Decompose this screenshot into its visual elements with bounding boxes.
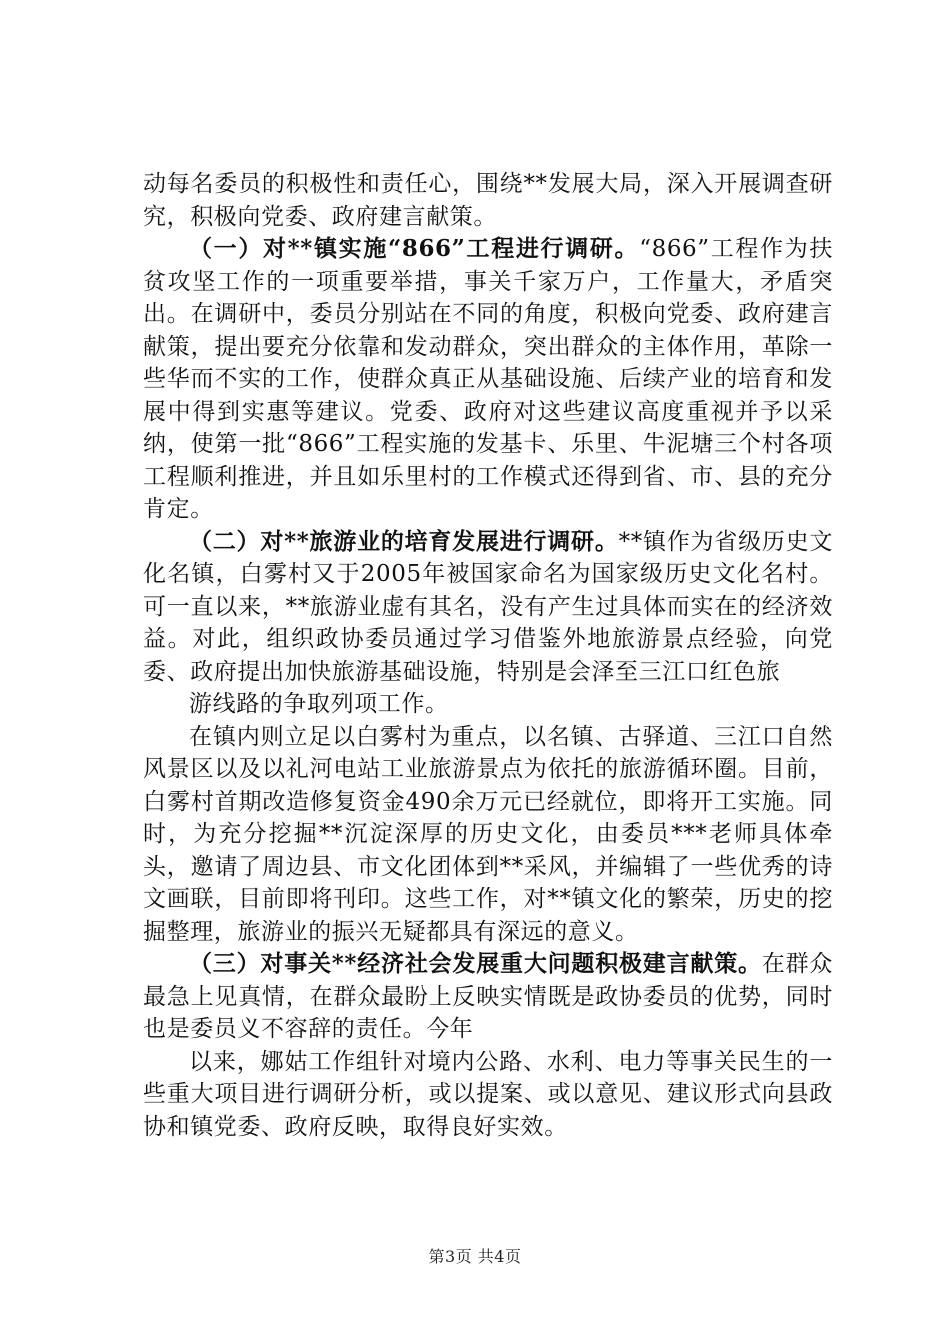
paragraph-5 xyxy=(143,721,833,949)
paragraph-7 xyxy=(143,1046,833,1144)
paragraph-6 xyxy=(143,948,833,1046)
paragraph-4-text: 游线路的争取列项工作。 xyxy=(189,691,449,717)
paragraph-1-text: 动每名委员的积极性和责任心，围绕**发展大局，深入开展调查研究，积极向党委、政府建言献策。 xyxy=(143,171,833,230)
paragraph-3 xyxy=(143,526,833,689)
paragraph-3-text: **镇作为省级历史文化名镇，白雾村又于2005年被国家命名为国家级历史文化名村。可一直以来，**旅游业虚有其名，没有产生过具体而实在的经济效益。对此，组织政协委员通过学习借鉴外地旅游景点经验，向党委、政府提出加快旅游基础设施，特别是会泽至三江口红色旅 xyxy=(143,528,833,685)
paragraph-1 xyxy=(143,168,833,233)
paragraph-6-text: 在群众最急上见真情，在群众最盼上反映实情既是政协委员的优势，同时也是委员义不容辞的责任。今年 xyxy=(143,951,833,1042)
paragraph-2-heading: （一）对**镇实施“866”工程进行调研。 xyxy=(189,235,640,262)
document-body xyxy=(143,168,833,1143)
page-number-label: 第3页 共4页 xyxy=(428,1247,522,1266)
paragraph-2-text: “866”工程作为扶贫攻坚工作的一项重要举措，事关千家万户，工作量大，矛盾突出。在调研中，委员分别站在不同的角度，积极向党委、政府建言献策，提出要充分依靠和发动群众，突出群众的主体作用，革除一些华而不实的工作，使群众真正从基础设施、后续产业的培育和发展中得到实惠等建议。党委、政府对这些建议高度重视并予以采纳，使第一批“866”工程实施的发基卡、乐里、牛泥塘三个村各项工程顺利推进，并且如乐里村的工作模式还得到省、市、县的充分肯定。 xyxy=(143,236,833,522)
page-footer xyxy=(0,1244,950,1267)
paragraph-7-text: 以来，娜姑工作组针对境内公路、水利、电力等事关民生的一些重大项目进行调研分析，或以提案、或以意见、建议形式向县政协和镇党委、政府反映，取得良好实效。 xyxy=(143,1048,833,1140)
paragraph-2 xyxy=(143,233,833,526)
paragraph-5-text: 在镇内则立足以白雾村为重点，以名镇、古驿道、三江口自然风景区以及以礼河电站工业旅游景点为依托的旅游循环圈。目前，白雾村首期改造修复资金490余万元已经就位，即将开工实施。同时，为充分挖掘**沉淀深厚的历史文化，由委员***老师具体牵头，邀请了周边县、市文化团体到**采风，并编辑了一些优秀的诗文画联，目前即将刊印。这些工作，对**镇文化的繁荣，历史的挖掘整理，旅游业的振兴无疑都具有深远的意义。 xyxy=(143,723,833,945)
paragraph-6-heading: （三）对事关**经济社会发展重大问题积极建言献策。 xyxy=(189,950,762,977)
paragraph-4 xyxy=(143,688,833,721)
paragraph-3-heading: （二）对**旅游业的培育发展进行调研。 xyxy=(189,527,619,555)
